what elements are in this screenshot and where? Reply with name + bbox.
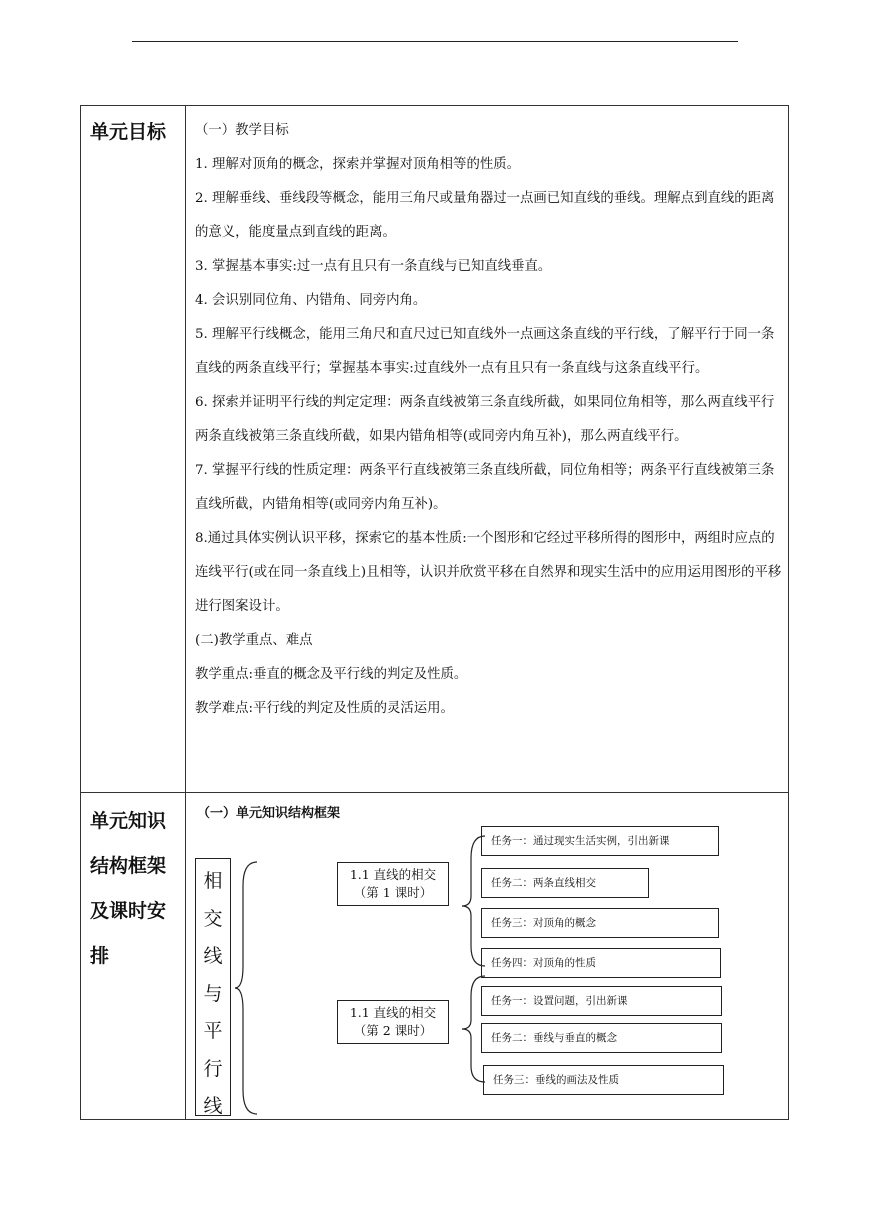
topic-char: 线	[203, 945, 223, 967]
goal-item: 2. 理解垂线、垂线段等概念，能用三角尺或量角器过一点画已知直线的垂线。理解点到直线的距离的意义，能度量点到直线的距离。	[195, 191, 775, 240]
topic-char: 平	[203, 1020, 223, 1042]
structure-header	[81, 799, 194, 979]
task-box: 任务二：两条直线相交	[481, 868, 649, 898]
task-box: 任务一：通过现实生活实例，引出新课	[481, 826, 719, 856]
topic-char: 线	[203, 1095, 223, 1117]
goals-section-title: （一）教学目标	[195, 123, 289, 138]
topic-box	[195, 858, 231, 1116]
lesson-period: （第 2 课时）	[353, 1023, 433, 1038]
goal-item: 3. 掌握基本事实:过一点有且只有一条直线与已知直线垂直。	[195, 259, 552, 274]
structure-header-line: 及课时安	[90, 900, 167, 922]
knowledge-structure-diagram	[185, 826, 789, 1120]
unit-goals-content	[195, 114, 785, 726]
lesson-box-2	[337, 1000, 449, 1044]
goal-item: 7. 掌握平行线的性质定理：两条平行直线被第三条直线所截，同位角相等；两条平行直线被第三条直线所截，内错角相等(或同旁内角互补)。	[195, 463, 775, 512]
task-box: 任务四：对顶角的性质	[481, 948, 721, 978]
structure-section-title: （一）单元知识结构框架	[197, 806, 341, 821]
unit-goals-header: 单元目标	[90, 121, 167, 143]
goal-item: 4. 会识别同位角、内错角、同旁内角。	[195, 293, 427, 308]
structure-header-line: 排	[90, 945, 110, 967]
structure-header-line: 单元知识	[90, 810, 167, 832]
structure-header-line: 结构框架	[90, 855, 167, 877]
lesson-period: （第 1 课时）	[353, 885, 433, 900]
key-difficulty-title: (二)教学重点、难点	[195, 633, 313, 648]
key-point: 教学重点:垂直的概念及平行线的判定及性质。	[195, 667, 468, 682]
topic-char: 相	[203, 870, 223, 892]
topic-char: 交	[203, 907, 223, 930]
topic-char: 行	[203, 1057, 223, 1080]
task-box: 任务三：对顶角的概念	[481, 908, 719, 938]
lesson-box-1	[337, 862, 449, 906]
goal-item: 5. 理解平行线概念，能用三角尺和直尺过已知直线外一点画这条直线的平行线，了解平行于同一条直线的两条直线平行；掌握基本事实:过直线外一点有且只有一条直线与这条直线平行。	[195, 327, 775, 376]
task-box: 任务三：垂线的画法及性质	[483, 1065, 724, 1095]
goal-item: 1. 理解对顶角的概念，探索并掌握对顶角相等的性质。	[195, 157, 521, 172]
header-rule	[132, 41, 738, 42]
main-brace	[235, 862, 257, 1114]
task-box: 任务二：垂线与垂直的概念	[481, 1023, 722, 1053]
topic-char: 与	[203, 982, 223, 1005]
row-divider	[81, 792, 788, 793]
lesson-title: 1.1 直线的相交	[349, 867, 437, 882]
task-box: 任务一：设置问题，引出新课	[481, 986, 722, 1016]
goal-item: 6. 探索并证明平行线的判定定理：两条直线被第三条直线所截，如果同位角相等，那么两直线平行两条直线被第三条直线所截，如果内错角相等(或同旁内角互补)，那么两直线平行。	[195, 395, 775, 444]
lesson-plan-table	[80, 105, 789, 1120]
difficulty-point: 教学难点:平行线的判定及性质的灵活运用。	[195, 701, 454, 716]
lesson-title: 1.1 直线的相交	[349, 1005, 437, 1020]
goal-item: 8.通过具体实例认识平移，探索它的基本性质:一个图形和它经过平移所得的图形中，两组时应点的连线平行(或在同一条直线上)且相等，认识并欣赏平移在自然界和现实生活中的应用运用图形的平移进行图案设计。	[195, 531, 782, 614]
